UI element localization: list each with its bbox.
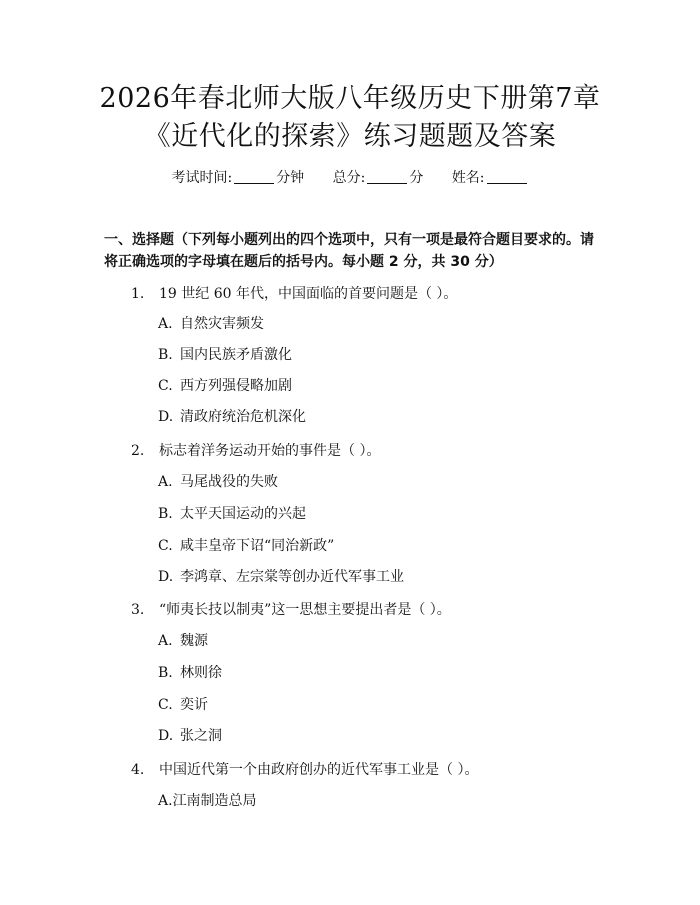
exam-info-row [0,168,700,188]
option-letter: B. [158,506,173,522]
section-heading: 一、选择题（下列每小题列出的四个选项中，只有一项是最符合题目要求的。请将正确选项的字母填在题后的括号内。每小题 2 分，共 30 分） [104,232,594,270]
question-text: 19 世纪 60 年代，中国面临的首要问题是（ ）。 [159,286,458,302]
name-label: 姓名: [451,170,485,186]
option-letter: C. [158,538,173,554]
option-letter: C. [158,697,173,713]
option-letter: A. [158,474,173,490]
option-letter: C. [158,378,173,394]
name-blank [487,169,527,184]
option-text: 江南制造总局 [172,793,257,809]
question-2-option-d [158,566,404,588]
option-text: 咸丰皇帝下诏“同治新政” [180,538,335,554]
question-2-option-a [158,471,278,493]
exam-time-blank [234,169,274,184]
question-3-option-d [158,725,222,747]
document-title-line-2: 《近代化的探索》练习题题及答案 [143,121,557,152]
question-3-option-a [158,630,208,652]
option-text: 清政府统治危机深化 [180,409,306,425]
option-text: 李鸿章、左宗棠等创办近代军事工业 [180,569,404,585]
question-4-option-a [158,790,257,812]
question-1-option-a [158,313,264,335]
document-title-line-1: 2026年春北师大版八年级历史下册第7章 [99,83,601,114]
total-score-unit: 分 [409,170,424,186]
question-1-option-d [158,406,306,428]
question-text: 中国近代第一个由政府创办的近代军事工业是（ ）。 [159,762,479,778]
exam-time-unit: 分钟 [276,170,305,186]
question-3 [131,599,451,621]
total-score-blank [367,169,407,184]
total-score-label: 总分: [332,170,366,186]
option-letter: A. [158,793,173,809]
option-text: 奕䜣 [180,697,208,713]
question-2-option-c [158,535,334,557]
question-4 [131,759,478,781]
option-text: 马尾战役的失败 [180,474,278,490]
option-letter: B. [158,665,173,681]
option-letter: A. [158,633,173,649]
question-number: 2. [131,443,145,459]
option-text: 林则徐 [180,665,222,681]
option-letter: D. [158,728,174,744]
question-1 [131,283,457,305]
exam-time-label: 考试时间: [171,170,233,186]
question-3-option-c [158,694,208,716]
option-text: 西方列强侵略加剧 [180,378,292,394]
question-2-option-b [158,503,306,525]
option-text: 自然灾害频发 [180,316,264,332]
question-1-option-c [158,375,292,397]
question-number: 4. [131,762,145,778]
name-field [452,168,529,188]
option-text: 魏源 [180,633,208,649]
question-3-option-b [158,662,222,684]
question-text: “师夷长技以制夷”这一思想主要提出者是（ ）。 [159,602,451,618]
question-text: 标志着洋务运动开始的事件是（ ）。 [159,443,381,459]
option-letter: D. [158,569,174,585]
question-1-option-b [158,344,292,366]
option-letter: D. [158,409,174,425]
question-number: 3. [131,602,145,618]
option-text: 张之洞 [180,728,222,744]
option-text: 国内民族矛盾激化 [180,347,292,363]
option-text: 太平天国运动的兴起 [180,506,306,522]
option-letter: A. [158,316,173,332]
total-score-field [333,168,424,188]
exam-time-field [171,168,304,188]
option-letter: B. [158,347,173,363]
question-2 [131,440,380,462]
question-number: 1. [131,286,145,302]
